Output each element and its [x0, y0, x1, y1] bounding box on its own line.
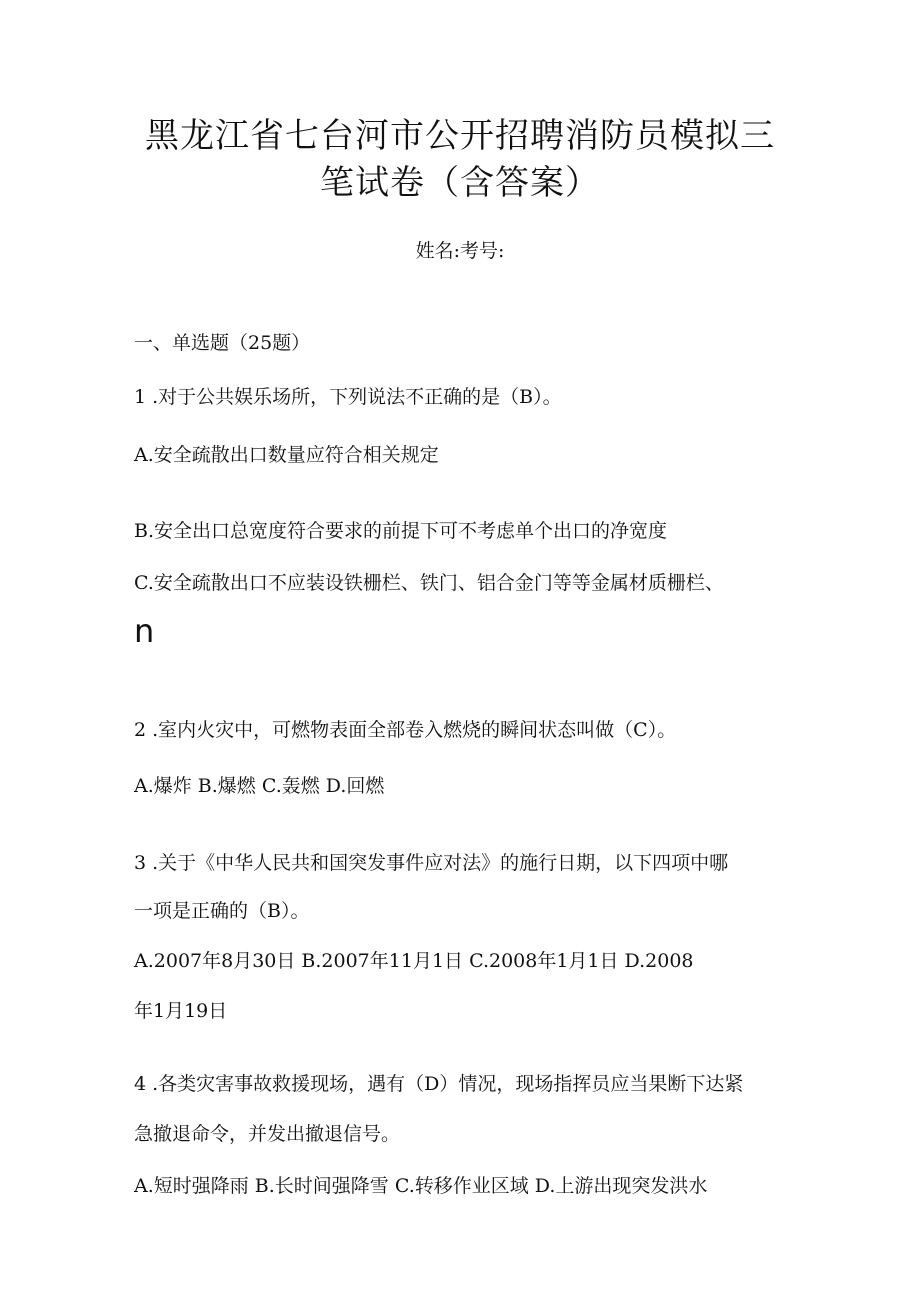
- question-4-text-line-1: 4 .各类灾害事故救援现场，遇有（D）情况，现场指挥员应当果断下达紧: [134, 1073, 744, 1095]
- question-2-text: 2 .室内火灾中，可燃物表面全部卷入燃烧的瞬间状态叫做（C）。: [134, 719, 677, 741]
- question-1-text: 1 .对于公共娱乐场所，下列说法不正确的是（B）。: [134, 386, 562, 408]
- section-heading: 一、单选题（25题）: [134, 332, 311, 354]
- question-4-options: A.短时强降雨 B.长时间强降雪 C.转移作业区域 D.上游出现突发洪水: [134, 1175, 708, 1197]
- question-4-text-line-2: 急撤退命令，并发出撤退信号。: [134, 1123, 401, 1145]
- document-title-line-2: 笔试卷（含答案）: [320, 163, 600, 203]
- question-1-option-c: C.安全疏散出口不应装设铁栅栏、铁门、铝合金门等等金属材质栅栏、: [134, 572, 724, 594]
- stray-glyph: n: [134, 612, 155, 650]
- document-title-line-1: 黑龙江省七台河市公开招聘消防员模拟三: [145, 116, 775, 156]
- name-exam-number-line: 姓名:考号:: [415, 240, 505, 262]
- question-3-options-line-2: 年1月19日: [134, 1000, 228, 1022]
- question-3-options-line-1: A.2007年8月30日 B.2007年11月1日 C.2008年1月1日 D.2008: [134, 950, 694, 972]
- question-2-options: A.爆炸 B.爆燃 C.轰燃 D.回燃: [134, 775, 385, 797]
- question-3-text-line-1: 3 .关于《中华人民共和国突发事件应对法》的施行日期，以下四项中哪: [134, 852, 729, 874]
- question-1-option-b: B.安全出口总宽度符合要求的前提下可不考虑单个出口的净宽度: [134, 520, 668, 542]
- question-3-text-line-2: 一项是正确的（B）。: [134, 900, 310, 922]
- question-1-option-a: A.安全疏散出口数量应符合相关规定: [134, 444, 439, 466]
